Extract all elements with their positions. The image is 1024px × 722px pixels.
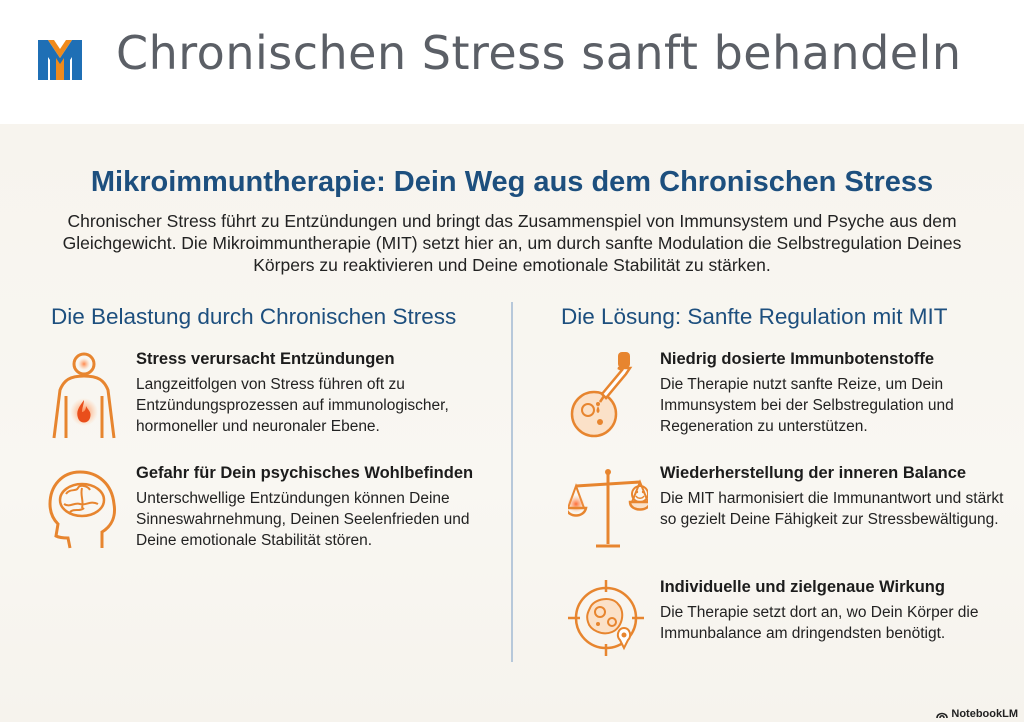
infographic-slide <box>0 124 1024 722</box>
item-text: Die Therapie nutzt sanfte Reize, um Dein Immunsystem bei der Selbstregulation und Regeneration zu unterstützen. <box>660 376 954 435</box>
item-title: Gefahr für Dein psychisches Wohlbefinden <box>136 464 474 482</box>
badge-label: NotebookLM <box>951 708 1018 720</box>
item-title: Stress verursacht Entzündungen <box>136 350 395 368</box>
balance-scale-icon <box>568 464 648 554</box>
notebooklm-badge <box>936 708 1018 720</box>
body-inflammation-icon <box>44 350 124 440</box>
head-brain-icon <box>44 464 124 554</box>
item-text: Die MIT harmonisiert die Immunantwort und stärkt so gezielt Deine Fähigkeit zur Stressbewältigung. <box>660 490 1004 528</box>
item-title: Wiederherstellung der inneren Balance <box>660 464 967 482</box>
target-cell-icon <box>568 578 648 668</box>
right-column-heading: Die Lösung: Sanfte Regulation mit MIT <box>561 304 948 329</box>
slide-heading: Mikroimmuntherapie: Dein Weg aus dem Chronischen Stress <box>90 166 934 198</box>
left-column-heading: Die Belastung durch Chronischen Stress <box>51 304 457 329</box>
dropper-cell-icon <box>568 350 648 440</box>
item-title: Individuelle und zielgenaue Wirkung <box>660 578 945 596</box>
intro-text: Chronischer Stress führt zu Entzündungen und bringt das Zusammenspiel von Immunsystem und Psyche aus dem Gleichgewicht. Die Mikroimmuntherapie (MIT) setzt hier an, um durch sanfte Modulation die Selbstregulation Deines Körpers zu reaktivieren und Deine emotionale Stabilität zu stärken. <box>62 211 962 275</box>
page-title: Chronischen Stress sanft behandeln <box>116 26 962 80</box>
brand-logo <box>36 34 84 82</box>
item-text: Die Therapie setzt dort an, wo Dein Körper die Immunbalance am dringendsten benötigt. <box>660 604 979 642</box>
item-text: Unterschwellige Entzündungen können Deine Sinneswahrnehmung, Deinen Seelenfrieden und Deine emotionale Stabilität stören. <box>136 490 470 549</box>
page-header <box>0 0 1024 118</box>
item-title: Niedrig dosierte Immunbotenstoffe <box>660 350 935 368</box>
notebooklm-icon <box>936 709 948 719</box>
item-text: Langzeitfolgen von Stress führen oft zu Entzündungsprozessen auf immunologischer, hormoneller und neuronaler Ebene. <box>136 376 449 435</box>
column-divider <box>511 302 513 662</box>
